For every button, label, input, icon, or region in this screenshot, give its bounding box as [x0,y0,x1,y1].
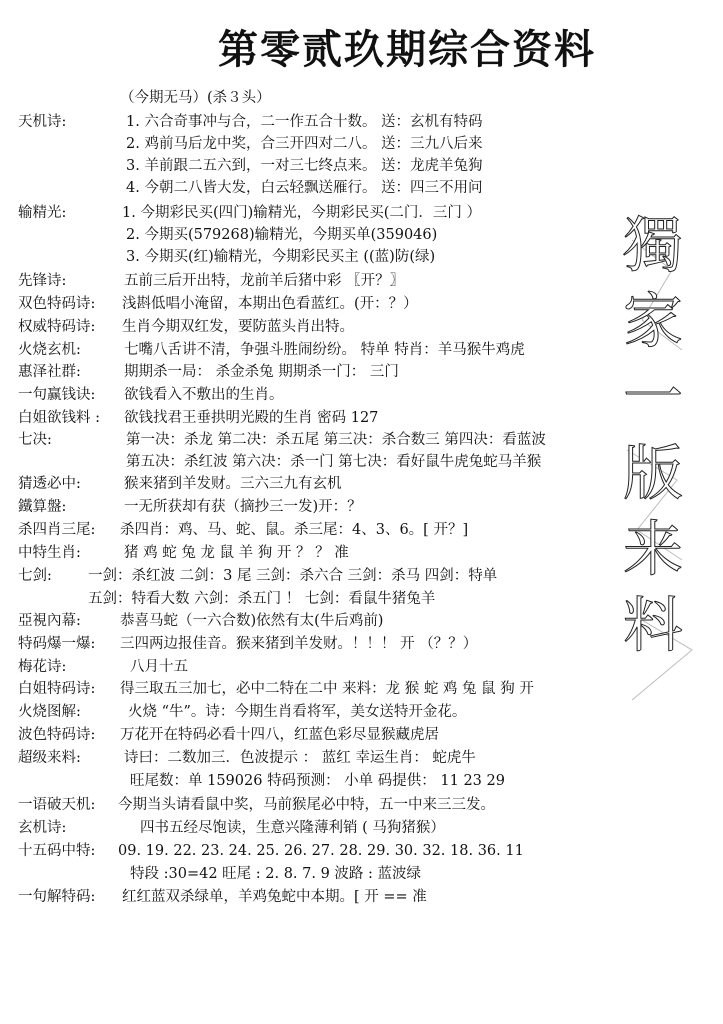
side-char: 来 [623,515,683,585]
side-char: 家 [623,287,683,357]
row-label: 一语破天机: [18,797,96,813]
last-label: 一句解特码: [18,889,96,905]
row-text: 生肖今期双红发，要防蓝头肖出特。 [122,319,354,335]
tianji-line-2: 2. 鸡前马后龙中奖，合三开四对二八。 送：三九八后来 [126,136,483,152]
row-label: 杀四肖三尾: [18,522,96,538]
row-text: 七嘴八舌讲不清，争强斗胜闹纷纷。 特单 特肖：羊马猴牛鸡虎 [124,342,525,358]
tianji-label: 天机诗: [18,114,67,130]
row-text: 期期杀一局： 杀金杀兔 期期杀一门： 三门 [124,364,399,380]
row-label: 火烧玄机: [18,342,81,358]
last-text: 红红蓝双杀绿单，羊鸡兔蛇中本期。[ 开 == 准 [122,889,427,905]
row-label: 超级来料: [18,750,81,766]
row-label: 亞視內幕: [18,613,81,629]
side-char: 料 [623,591,683,661]
row-text: 杀四肖：鸡、马、蛇、鼠。杀三尾：4、3、6。[ 开？] [120,522,469,538]
shujing-line-2: 2. 今期买(579268)输精光，今期买单(359046) [126,227,438,243]
side-char: 版 [623,439,683,509]
row-text: 09. 19. 22. 23. 24. 25. 26. 27. 28. 29. 30. 32. 18. 36. 11 [118,843,524,859]
row-label: 权威特码诗: [18,319,96,335]
page-title: 第零贰玖期综合资料 [218,26,596,73]
row-text: 欲钱看入不敷出的生肖。 [124,387,284,403]
row-text: 得三取五三加七，必中二特在二中 来料：龙 猴 蛇 鸡 兔 鼠 狗 开 [120,681,534,697]
qijue-label: 七决: [18,432,52,448]
row-text: 诗曰：二数加三．色波提示 ： 蓝红 幸运生肖： 蛇虎牛 [124,750,476,766]
row-text: 八月十五 [130,659,188,675]
qijian-line-2: 五剑：特看大数 六剑：杀五门 ！ 七剑：看鼠牛猪兔羊 [88,591,436,607]
shujing-line-1: 1. 今期彩民买(四门)输精光，今期彩民买(二门．三门 ） [122,205,482,221]
qijian-line-1: 一剑：杀红波 二剑：3 尾 三剑：杀六合 三剑：杀马 四剑：特单 [88,568,498,584]
qijue-line-2: 第五决：杀红波 第六决：杀一门 第七决：看好鼠牛虎兔蛇马羊猴 [126,454,542,470]
row-text: 万花开在特码必看十四八，红蓝色彩尽显猴藏虎居 [120,727,439,743]
teduan-line: 特段 :30=42 旺尾 : 2. 8. 7. 9 波路 : 蓝波绿 [130,866,422,882]
tianji-line-3: 3. 羊前跟二五六到，一对三七终点来。 送：龙虎羊兔狗 [126,158,483,174]
tianji-line-1: 1. 六合奇事冲与合，二一作五合十数。 送：玄机有特码 [126,114,483,130]
row-label: 中特生肖: [18,545,81,561]
row-label: 猜透必中: [18,476,81,492]
row-label: 特码爆一爆: [18,636,96,652]
shujing-line-3: 3. 今期买(红)输精光，今期彩民买主 ((蓝)防(绿) [126,249,436,265]
row-label: 惠泽社群: [18,364,81,380]
row-label: 鐵算盤: [18,499,67,515]
row-label: 波色特码诗: [18,727,96,743]
row-text: 三四两边报佳音。猴来猪到羊发财。！！！ 开 （？？） [120,636,478,652]
row-label: 白姐特码诗: [18,681,96,697]
row-text: 恭喜马蛇（一六合数)依然有太(牛后鸡前) [120,613,384,629]
row-label: 双色特码诗: [18,296,96,312]
shujing-label: 输精光: [18,205,67,221]
row-label: 十五码中特: [18,843,96,859]
row-label: 玄机诗: [18,820,67,836]
top-note: （今期无马）(杀３头） [120,90,271,106]
row-label: 白姐欲钱料 : [18,410,100,426]
row-label: 一句赢钱诀: [18,387,96,403]
row-text: 猴来猪到羊发财。三六三九有玄机 [124,476,342,492]
wangwei-line: 旺尾数：单 159026 特码预测： 小单 码提供： 11 23 29 [130,773,505,789]
row-text: 五前三后开出特，龙前羊后猪中彩 〖开？〗 [124,273,405,289]
side-char: 一 [623,363,683,433]
row-label: 梅花诗: [18,659,67,675]
row-label: 先锋诗: [18,273,67,289]
row-text: 浅斟低唱小淹留，本期出色看蓝红。(开：？） [122,296,418,312]
row-text: 欲钱找君王垂拱明光殿的生肖 密码 127 [124,410,379,426]
row-text: 火烧 “牛”。诗：今期生肖看将军，美女送特开金花。 [128,704,467,720]
row-label: 火烧图解: [18,704,81,720]
qijue-line-1: 第一决：杀龙 第二决：杀五尾 第三决：杀合数三 第四决：看蓝波 [126,432,546,448]
qijian-label: 七剑: [18,568,52,584]
side-char: 獨 [623,211,683,281]
row-text: 一无所获却有获（摘抄三一发)开：？ [124,499,362,515]
row-text: 四书五经尽饱读，生意兴隆薄利销 ( 马狗猪猴） [140,820,445,836]
row-text: 猪 鸡 蛇 兔 龙 鼠 羊 狗 开 ？ ？ 准 [124,545,349,561]
tianji-line-4: 4. 今朝二八皆大发，白云轻飘送雁行。 送：四三不用问 [126,180,483,196]
side-banner [618,208,688,664]
row-text: 今期当头请看鼠中奖，马前猴尾必中特，五一中来三三发。 [118,797,495,813]
